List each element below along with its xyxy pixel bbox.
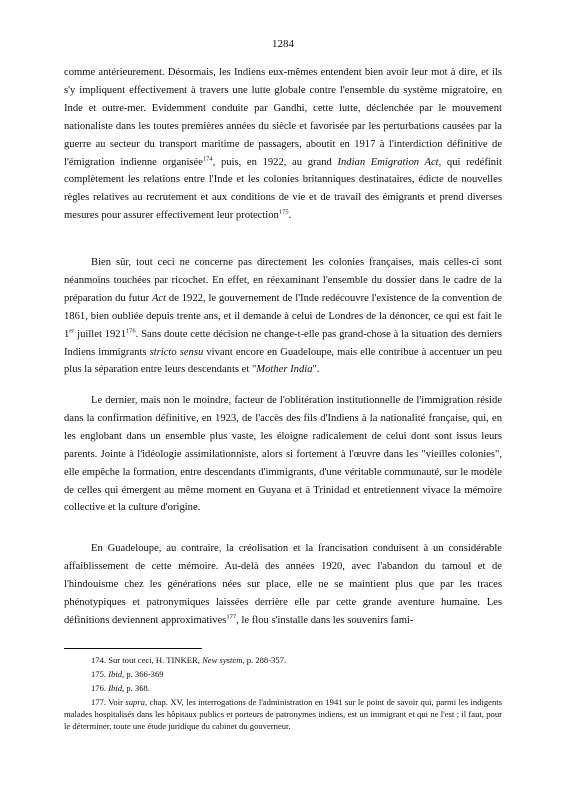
p2-text-e: vivant encore en Guadeloupe, mais elle contribue à accentuer un peu plus la séparation entre leurs descendants et " xyxy=(64,346,502,376)
p1-text-b: , puis, en 1922, au grand xyxy=(212,156,338,168)
fn174-b: , p. 288-357. xyxy=(242,655,287,665)
paragraph-4 xyxy=(64,540,502,630)
fn176-b: , p. 368. xyxy=(122,683,150,693)
fn176-ibid: Ibid xyxy=(108,683,123,693)
p1-text-c: , qui redéfinit complètement les relations entre l'Inde et les colonies britanniques destinataires, édicte de nouvelles règles relatives au recrutement et aux conditions de vie et de travail des émigrants et prend diverses mesures pour assurer effectivement leur protection xyxy=(64,156,502,222)
p4-text-b: , le flou s'installe dans les souvenirs fami- xyxy=(236,614,414,626)
fn177-a: 177. Voir xyxy=(91,697,126,707)
p2-text-f: ". xyxy=(312,364,320,376)
p2-text-b: de 1922, le gouvernement de l'Inde redécouvre l'existence de la convention de 1861, bien oubliée depuis trente ans, et il demande à celui de Londres de la dénoncer, ce qui est fait le 1 xyxy=(64,292,502,340)
ordinal-er: er xyxy=(69,327,75,335)
paragraph-1 xyxy=(64,64,502,225)
stricto-sensu: stricto sensu xyxy=(149,346,204,358)
footnote-176 xyxy=(64,682,502,694)
fn175-b: , p. 366-369 xyxy=(122,669,164,679)
footnote-ref-176: 176 xyxy=(125,327,136,335)
indian-emigration-act: Indian Emigration Act xyxy=(337,156,439,168)
fn177-b: , chap. XV, les interrogations de l'administration en 1941 sur le point de savoir qui, parmi les indigents malades hospitalisés dans les hôpitaux publics et porteurs de patronymes indiens, est un immigrant et qui ne l'est ; il faut, pour le déterminer, toute une étude juridique du cabinet du gouverneur. xyxy=(64,697,503,731)
paragraph-3 xyxy=(64,392,502,517)
fn175-ibid: Ibid xyxy=(108,669,123,679)
fn174-title: New system xyxy=(202,655,243,665)
fn177-supra: supra xyxy=(125,697,145,707)
footnote-ref-177: 177 xyxy=(226,613,237,621)
p1-text-a: comme antérieurement. Désormais, les Indiens eux-mêmes entendent bien avoir leur mot à dire, et ils s'y impliquent effectivement à travers une lutte globale contre l'ensemble du système migratoire, en Inde et outre-mer. Evidemment conduite par Gandhi, cette lutte, déclenchée par le mouvement nationaliste dans les toutes premières années du siècle et favorisée par les perturbations causées par la guerre au secteur du transport maritime de passagers, aboutit en 1917 à l'interdiction définitive de l'émigration indienne organisée xyxy=(64,67,502,168)
fn175-a: 175. xyxy=(91,669,109,679)
p2-text-a: Bien sûr, tout ceci ne concerne pas directement les colonies françaises, mais celles-ci sont néanmoins touchées par ricochet. En effet, en réexaminant l'ensemble du dossier dans le cadre de la préparation du futur xyxy=(64,257,502,304)
act-word: Act xyxy=(151,292,167,304)
p4-text-a: En Guadeloupe, au contraire, la créolisation et la francisation conduisent à un considérable affaiblissement de cette mémoire. Au-delà des années 1920, avec l'abandon du tamoul et de l'hindouisme chez les générations nées sur place, elle ne se maintient plus que par les traces phénotypiques et patronymiques laissées derrière elle par cette grande aventure humaine. Les définitions deviennent approximatives xyxy=(64,543,502,626)
footnote-177 xyxy=(64,696,502,732)
p3-text: Le dernier, mais non le moindre, facteur de l'oblitération institutionnelle de l'immigration réside dans la confirmation définitive, en 1923, de l'accès des fils d'Indiens à la nationalité française, qui, en les englobant dans un ensemble plus vaste, les éloigne radicalement de celui dont sont issus leurs parents. Jointe à l'idéologie assimilationniste, alors si fortement à l'œuvre dans les "vieilles colonies", elle empêche la formation, entre descendants d'immigrants, d'une véritable communauté, sur le modèle de celles qui émergent au même moment en Guyana et à Trinidad et entretiennent vivace la mémoire collective et la culture d'origine. xyxy=(64,395,502,514)
mother-india: Mother India xyxy=(256,364,313,376)
fn176-a: 176. xyxy=(91,683,109,693)
footnote-175 xyxy=(64,668,502,680)
footnote-ref-175: 175 xyxy=(278,208,289,216)
footnote-separator xyxy=(64,648,202,649)
footnote-174 xyxy=(64,654,502,666)
p2-text-d: . Sans doute cette décision ne change-t-elle pas grand-chose à la situation des derniers Indiens immigrants xyxy=(64,328,502,358)
fn174-a: 174. Sur tout ceci, H. TINKER, xyxy=(91,655,203,665)
page-number: 1284 xyxy=(272,38,294,50)
p1-text-d: . xyxy=(288,210,292,222)
paragraph-2 xyxy=(64,254,502,379)
p2-text-c: juillet 1921 xyxy=(74,328,126,340)
footnote-ref-174: 174 xyxy=(202,155,213,162)
